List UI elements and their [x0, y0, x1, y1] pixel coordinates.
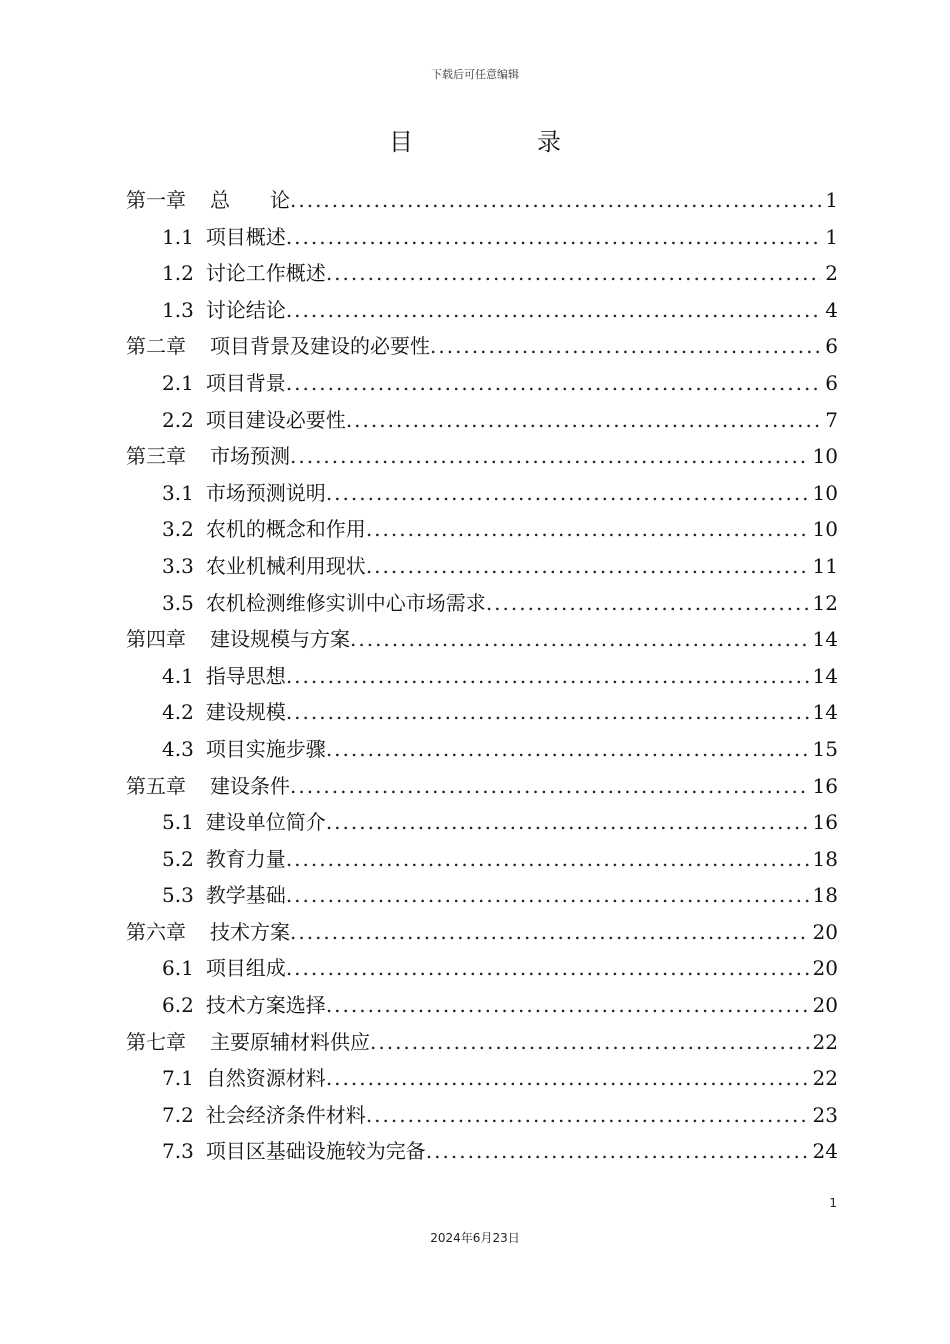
toc-dot-leader	[290, 920, 809, 944]
toc-entry-number: 5.3	[162, 883, 194, 908]
toc-chapter-entry[interactable]	[126, 184, 838, 221]
toc-dot-leader	[430, 334, 821, 358]
toc-entry-page: 2	[825, 261, 838, 286]
toc-entry-number: 第七章	[126, 1029, 186, 1054]
toc-entry-label: 项目背景	[205, 370, 286, 395]
toc-section-entry[interactable]	[126, 257, 838, 294]
toc-entry-number: 第六章	[126, 919, 186, 944]
toc-chapter-entry[interactable]	[126, 916, 838, 953]
toc-dot-leader	[326, 481, 809, 505]
toc-chapter-entry[interactable]	[126, 330, 838, 367]
toc-section-entry[interactable]	[126, 513, 838, 550]
toc-dot-leader	[326, 737, 809, 761]
toc-entry-page: 7	[825, 407, 838, 432]
toc-entry-page: 12	[812, 590, 838, 615]
toc-entry-number: 第一章	[126, 188, 186, 212]
toc-section-entry[interactable]	[126, 550, 838, 587]
toc-entry-label: 农机检测维修实训中心市场需求	[205, 590, 486, 615]
toc-entry-page: 14	[812, 663, 838, 688]
toc-entry-number: 6.1	[162, 956, 194, 981]
toc-dot-leader	[326, 993, 809, 1017]
toc-dot-leader	[426, 1139, 809, 1163]
toc-entry-number: 3.5	[162, 590, 194, 615]
toc-entry-number: 3.1	[162, 480, 194, 505]
toc-dot-leader	[286, 883, 809, 907]
toc-entry-label: 技术方案	[210, 919, 290, 944]
toc-entry-label: 讨论结论	[205, 297, 286, 322]
toc-entry-page: 16	[812, 773, 838, 798]
toc-entry-page: 23	[812, 1102, 838, 1127]
toc-dot-leader	[290, 774, 809, 798]
toc-dot-leader	[366, 517, 809, 541]
toc-section-entry[interactable]	[126, 294, 838, 331]
toc-title: 目 录	[389, 128, 611, 156]
toc-entry-number: 7.3	[162, 1139, 194, 1164]
toc-entry-label: 指导思想	[205, 663, 286, 688]
toc-entry-label: 项目建设必要性	[205, 407, 346, 432]
toc-entry-label: 技术方案选择	[205, 993, 326, 1018]
toc-section-entry[interactable]	[126, 1099, 838, 1136]
toc-section-entry[interactable]	[126, 1135, 838, 1172]
toc-entry-number: 7.1	[162, 1066, 194, 1091]
toc-entry-number: 4.2	[162, 700, 194, 725]
toc-entry-label: 建设单位简介	[205, 810, 326, 835]
toc-entry-label: 项目区基础设施较为完备	[205, 1139, 426, 1164]
toc-dot-leader	[286, 664, 809, 688]
toc-section-entry[interactable]	[126, 367, 838, 404]
toc-entry-page: 11	[812, 553, 838, 578]
toc-entry-page: 15	[812, 736, 838, 761]
page-header: 下载后可任意编辑	[431, 68, 519, 81]
toc-entry-number: 第二章	[126, 334, 186, 359]
toc-dot-leader	[326, 261, 821, 285]
toc-section-entry[interactable]	[126, 989, 838, 1026]
toc-entry-label: 建设规模	[205, 700, 286, 725]
toc-entry-number: 第三章	[126, 444, 186, 469]
toc-entry-number: 5.1	[162, 810, 194, 835]
toc-dot-leader	[286, 371, 821, 395]
toc-entry-label: 主要原辅材料供应	[210, 1029, 370, 1054]
toc-section-entry[interactable]	[126, 660, 838, 697]
table-of-contents	[126, 184, 838, 1172]
toc-dot-leader	[286, 225, 821, 249]
toc-entry-label: 建设条件	[210, 773, 290, 798]
toc-entry-label: 建设规模与方案	[210, 627, 350, 652]
toc-entry-number: 1.2	[162, 261, 194, 286]
toc-entry-label: 教学基础	[205, 883, 286, 908]
toc-entry-label: 总 论	[210, 188, 290, 212]
toc-dot-leader	[286, 700, 809, 724]
toc-entry-number: 2.1	[162, 370, 194, 395]
toc-entry-page: 20	[812, 919, 838, 944]
toc-entry-label: 讨论工作概述	[205, 261, 326, 286]
toc-entry-label: 农机的概念和作用	[205, 517, 366, 542]
toc-entry-page: 22	[812, 1066, 838, 1091]
toc-entry-label: 项目背景及建设的必要性	[210, 334, 430, 359]
toc-entry-page: 6	[825, 370, 838, 395]
toc-entry-number: 3.2	[162, 517, 194, 542]
toc-entry-page: 20	[812, 993, 838, 1018]
toc-entry-page: 24	[812, 1139, 838, 1164]
toc-section-entry[interactable]	[126, 477, 838, 514]
page-number: 1	[829, 1196, 837, 1210]
toc-entry-page: 14	[812, 627, 838, 652]
toc-chapter-entry[interactable]	[126, 770, 838, 807]
toc-chapter-entry[interactable]	[126, 440, 838, 477]
toc-entry-label: 项目实施步骤	[205, 736, 326, 761]
toc-entry-number: 5.2	[162, 846, 194, 871]
toc-section-entry[interactable]	[126, 1062, 838, 1099]
toc-entry-label: 自然资源材料	[205, 1066, 326, 1091]
toc-dot-leader	[326, 1066, 809, 1090]
toc-entry-number: 1.3	[162, 297, 194, 322]
toc-entry-page: 18	[812, 883, 838, 908]
toc-section-entry[interactable]	[126, 806, 838, 843]
toc-dot-leader	[290, 188, 821, 212]
toc-entry-page: 10	[812, 480, 838, 505]
toc-section-entry[interactable]	[126, 879, 838, 916]
toc-section-entry[interactable]	[126, 221, 838, 258]
toc-entry-page: 18	[812, 846, 838, 871]
toc-dot-leader	[366, 1103, 809, 1127]
toc-section-entry[interactable]	[126, 843, 838, 880]
toc-entry-page: 22	[812, 1029, 838, 1054]
toc-entry-number: 4.3	[162, 736, 194, 761]
toc-dot-leader	[326, 810, 809, 834]
toc-dot-leader	[370, 1030, 809, 1054]
toc-entry-number: 第五章	[126, 773, 186, 798]
toc-entry-number: 6.2	[162, 993, 194, 1018]
page-footer-date: 2024年6月23日	[430, 1231, 520, 1245]
toc-section-entry[interactable]	[126, 733, 838, 770]
toc-dot-leader	[350, 627, 809, 651]
toc-entry-label: 项目组成	[205, 956, 286, 981]
toc-dot-leader	[290, 444, 809, 468]
toc-dot-leader	[346, 408, 821, 432]
toc-entry-label: 项目概述	[205, 224, 286, 249]
toc-section-entry[interactable]	[126, 952, 838, 989]
toc-chapter-entry[interactable]	[126, 623, 838, 660]
toc-section-entry[interactable]	[126, 587, 838, 624]
toc-entry-page: 14	[812, 700, 838, 725]
toc-entry-page: 16	[812, 810, 838, 835]
toc-entry-page: 10	[812, 517, 838, 542]
toc-entry-number: 1.1	[162, 224, 194, 249]
toc-entry-number: 3.3	[162, 553, 194, 578]
toc-dot-leader	[286, 956, 809, 980]
toc-entry-label: 市场预测说明	[205, 480, 326, 505]
toc-entry-label: 市场预测	[210, 444, 290, 469]
toc-entry-number: 2.2	[162, 407, 194, 432]
toc-dot-leader	[286, 298, 821, 322]
toc-entry-label: 教育力量	[205, 846, 286, 871]
toc-entry-page: 10	[812, 444, 838, 469]
toc-entry-page: 1	[825, 188, 838, 212]
toc-entry-page: 20	[812, 956, 838, 981]
toc-chapter-entry[interactable]	[126, 1026, 838, 1063]
toc-entry-label: 社会经济条件材料	[205, 1102, 366, 1127]
toc-entry-label: 农业机械利用现状	[205, 553, 366, 578]
toc-entry-page: 6	[825, 334, 838, 359]
toc-section-entry[interactable]	[126, 696, 838, 733]
toc-entry-number: 第四章	[126, 627, 186, 652]
toc-entry-page: 4	[825, 297, 838, 322]
toc-dot-leader	[286, 847, 809, 871]
toc-dot-leader	[366, 554, 809, 578]
toc-entry-number: 4.1	[162, 663, 194, 688]
toc-entry-number: 7.2	[162, 1102, 194, 1127]
toc-section-entry[interactable]	[126, 404, 838, 441]
toc-entry-page: 1	[825, 224, 838, 249]
toc-dot-leader	[486, 591, 809, 615]
